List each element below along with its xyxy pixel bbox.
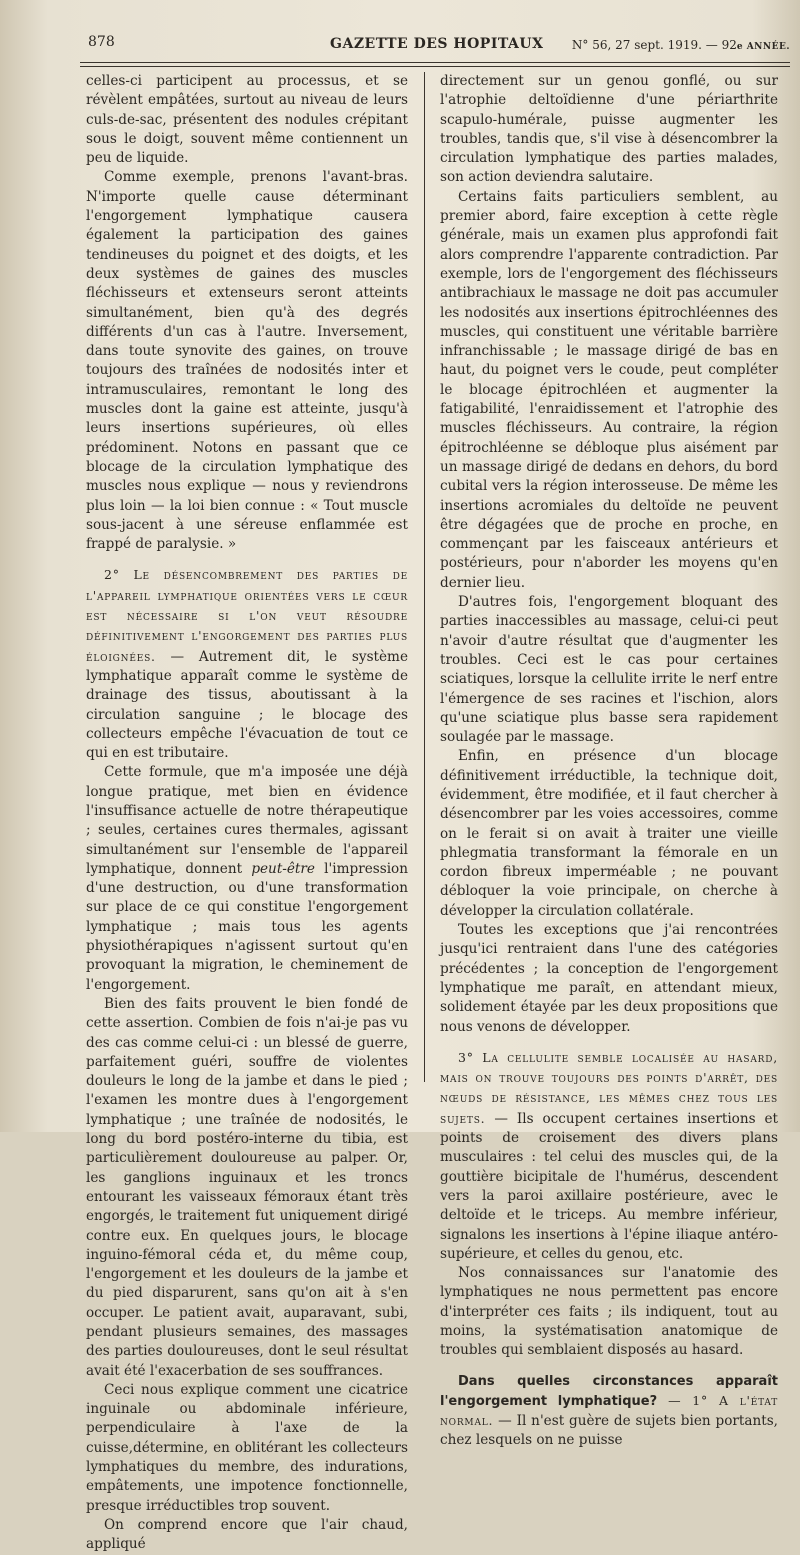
- paragraph: Enfin, en présence d'un blocage définitivement irréductible, la technique doit, évidemment, être modifiée, et il faut chercher à désencombrer par les voies accessoires, comme on le ferait si on avait à traiter une vieille phlegmatia transformant la fémorale en un cordon fibreux imperméable ; ne pouvant débloquer la voie principale, on cherche à développer la circulation collatérale.: [440, 748, 778, 919]
- paragraph: D'autres fois, l'engorgement bloquant des parties inaccessibles au massage, celui-ci peut n'avoir d'autre résultat que d'augmenter les troubles. Ceci est le cas pour certaines sciatiques, lorsque la cellulite irrite le nerf entre l'émergence de ses racines et l'ischion, alors qu'une sciatique plus basse sera rapidement soulagée par le massage.: [440, 594, 778, 746]
- section-3: [440, 1048, 778, 1264]
- paragraph: Nos connaissances sur l'anatomie des lymphatiques ne nous permettent pas encore d'interpréter ces faits ; ils indiquent, tout au moins, la systématisation anatomique de troubles qui semblaient disposés au hasard.: [440, 1265, 778, 1359]
- issue-info: [572, 38, 790, 52]
- page-number: 878: [88, 34, 115, 50]
- section-2: [86, 565, 408, 763]
- final-heading: Dans quelles circonstances apparaît l'engorgement lymphatique?: [440, 1373, 778, 1409]
- section-3-text: — Ils occupent certaines insertions et points de croisement des divers plans musculaires : tel celui des muscles qui, de la gouttière bicipitale de l'humérus, descendent vers la paroi axillaire postérieure, avec le deltoïde et le triceps. Au membre inférieur, signalons les insertions à l'épine iliaque antéro-supérieure, et celles du genou, etc.: [440, 1110, 778, 1262]
- paragraph: Comme exemple, prenons l'avant-bras. N'importe quelle cause déterminant l'engorgement lymphatique causera également la participation des gaines tendineuses du poignet et des doigts, et les deux systèmes de gaines des muscles fléchisseurs et extenseurs seront atteints simultanément, bien qu'à des degrés différents d'un cas à l'autre. Inversement, dans toute synovite des gaines, on trouve toujours des traînées de nodosités inter et intramusculaires, remontant le long des muscles dont la gaine est atteinte, jusqu'à leurs insertions supérieures, où elles prédominent. Notons en passant que ce blocage de la circulation lymphatique des muscles nous explique — nous y reviendrons plus loin — la loi bien connue : « Tout muscle sous-jacent à une séreuse enflammée est frappé de paralysie. »: [86, 169, 408, 553]
- paragraph: Bien des faits prouvent le bien fondé de cette assertion. Combien de fois n'ai-je pas vu des cas comme celui-ci : un blessé de guerre, parfaitement guéri, souffre de violentes douleurs le long de la jambe et dans le pied ; l'examen les montre dues à l'engorgement lymphatique ; une traînée de nodosités, le long du bord postéro-interne du tibia, est particulièrement douloureuse au palper. Or, les ganglions inguinaux et les troncs entourant les vaisseaux fémoraux étant très engorgés, le traitement fut uniquement dirigé contre eux. En quelques jours, le blocage inguino-fémoral céda et, du même coup, l'engorgement et les douleurs de la jambe et du pied disparurent, sans qu'on ait à s'en occuper. Le patient avait, auparavant, subi, pendant plusieurs semaines, des massages des parties douloureuses, dont le seul résultat avait été l'exacerbation de ses souffrances.: [86, 995, 408, 1379]
- column-divider: [424, 72, 425, 1082]
- section-2-text: — Autrement dit, le système lymphatique apparaît comme le système de drainage des tissus, aboutissant à la circulation sanguine ; le blocage des collecteurs empêche l'évacuation de tout ce qui en est tributaire.: [86, 648, 408, 762]
- final-section: [440, 1372, 778, 1451]
- paragraph: Ceci nous explique comment une cicatrice inguinale ou abdominale inférieure, perpendiculaire à l'axe de la cuisse,détermine, en oblitérant les collecteurs lymphatiques du membre, des indurations, empâtements, une impotence fonctionnelle, presque irréductibles trop souvent.: [86, 1381, 408, 1514]
- paragraph-text: l'impression d'une destruction, ou d'une transformation sur place de ce qui constitue l'engorgement lymphatique ; mais tous les agents physiothérapiques n'agissent surtout qu'en provoquant la migration, le cheminement de l'engorgement.: [86, 860, 408, 993]
- final-subheading: — 1° A l'état normal.: [440, 1392, 778, 1429]
- paragraph: celles-ci participent au processus, et se révèlent empâtées, surtout au niveau de leurs culs-de-sac, présentent des nodules crépitant sous le doigt, souvent même contiennent un peu de liquide.: [86, 73, 408, 167]
- paragraph: directement sur un genou gonflé, ou sur l'atrophie deltoïdienne d'une périarthrite scapulo-humérale, puisse augmenter les troubles, tandis que, s'il vise à désencombrer la circulation lymphatique des parties malades, son action deviendra salutaire.: [440, 73, 778, 186]
- issue-year-label: e ANNÉE.: [736, 42, 790, 52]
- right-column: [440, 72, 778, 1451]
- paragraph: Certains faits particuliers semblent, au premier abord, faire exception à cette règle générale, mais un examen plus approfondi fait alors comprendre l'apparente contradiction. Par exemple, lors de l'engorgement des fléchisseurs antibrachiaux le massage ne doit pas accumuler les nodosités aux insertions épitrochléennes des muscles, qui constituent une véritable barrière infranchissable ; le massage dirigé de bas en haut, du poignet vers le coude, peut compléter le blocage épitrochléen et augmenter la fatigabilité, l'enraidissement et l'atrophie des muscles fléchisseurs. Au contraire, la région épitrochléenne se débloque plus aisément par un massage dirigé de dedans en dehors, du bord cubital vers la région interosseuse. De même les insertions acromiales du deltoïde ne peuvent être dégagées que de proche en proche, en commençant par les faisceaux antérieurs et postérieurs, pour n'aborder les moyens qu'en dernier lieu.: [440, 188, 778, 591]
- issue-number-date: N° 56, 27 sept. 1919. — 92: [571, 38, 737, 52]
- paragraph-text: Cette formule, que m'a imposée une déjà longue pratique, met bien en évidence l'insuffisance actuelle de notre thérapeutique ; seules, certaines cures thermales, agissant simultanément sur l'ensemble de l'appareil lymphatique, donnent: [86, 764, 408, 877]
- journal-title: GAZETTE DES HOPITAUX: [330, 36, 544, 52]
- paragraph: [86, 763, 408, 995]
- paragraph: Toutes les exceptions que j'ai rencontrées jusqu'ici rentraient dans l'une des catégories précédentes ; la conception de l'engorgement lymphatique me paraît, en attendant mieux, solidement étayée par les deux propositions que nous venons de développer.: [440, 922, 778, 1035]
- left-column: [86, 72, 408, 1555]
- italic-text: peut-être: [251, 860, 315, 877]
- section-3-heading: 3° La cellulite semble localisée au hasard, mais on trouve toujours des points d'arrêt, des nœuds de résistance, les mêmes chez tous les sujets.: [440, 1049, 778, 1126]
- section-2-heading: 2° Le désencombrement des parties de l'appareil lymphatique orientées vers le cœur est nécessaire si l'on veut résoudre définitivement l'engorgement des parties plus éloignées.: [86, 567, 408, 664]
- page-header: [80, 30, 790, 60]
- header-rule-thick: [80, 62, 790, 63]
- header-rule-thin: [80, 66, 790, 67]
- paragraph: On comprend encore que l'air chaud, appliqué: [86, 1516, 408, 1553]
- final-text: — Il n'est guère de sujets bien portants, chez lesquels on ne puisse: [440, 1413, 778, 1449]
